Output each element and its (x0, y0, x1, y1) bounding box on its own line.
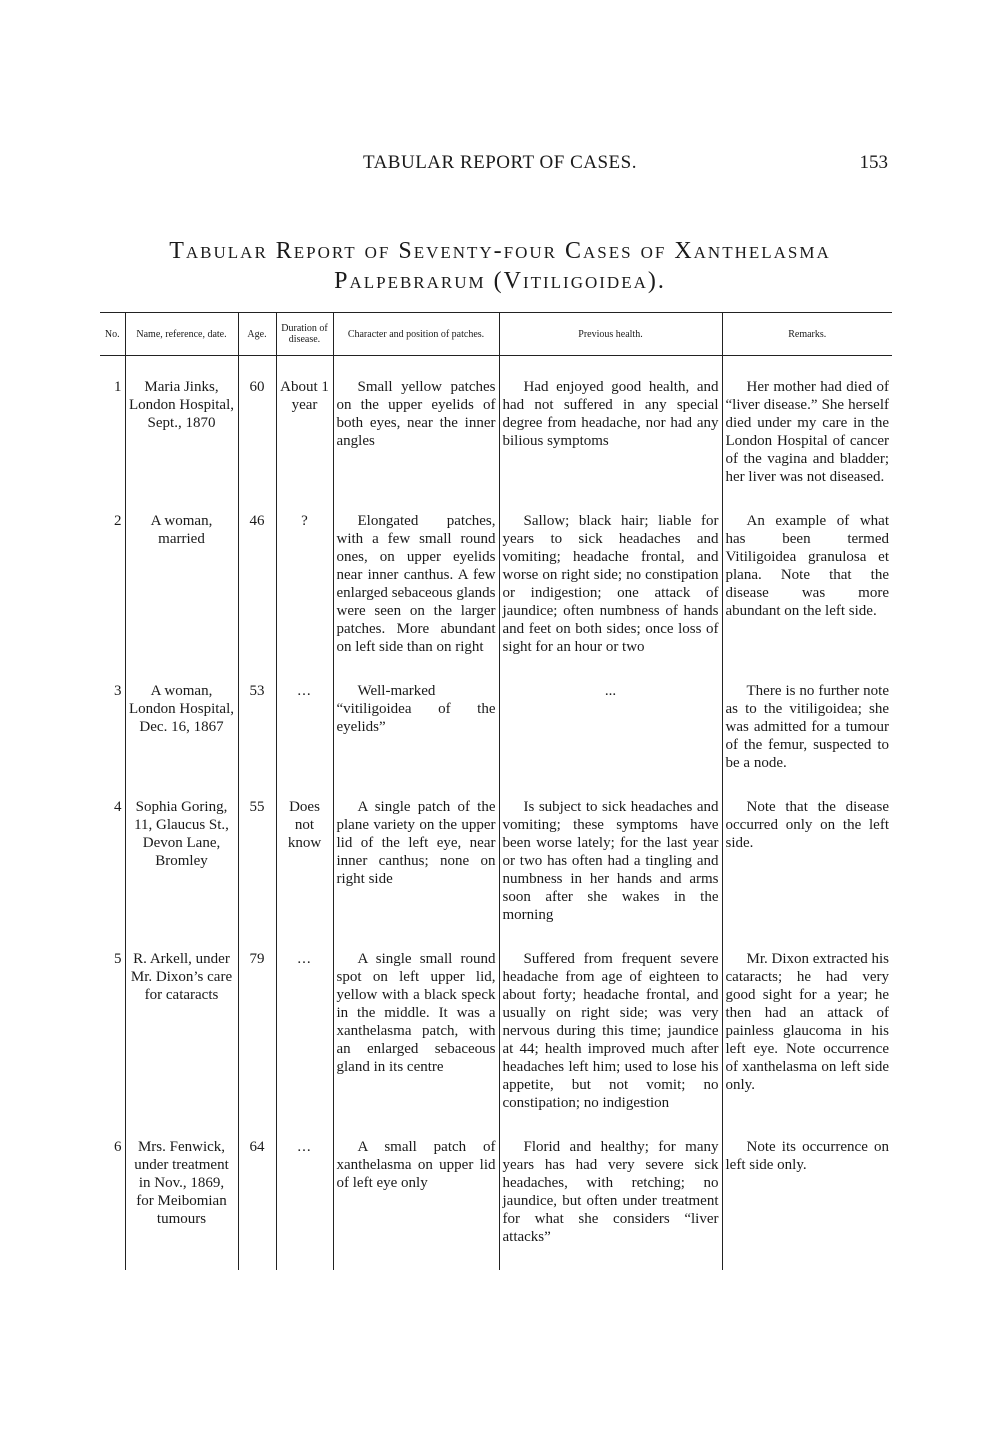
case-number: 5 (114, 951, 122, 967)
col-header-name: Name, reference, date. (125, 313, 238, 356)
table-row (100, 682, 892, 798)
case-age: 60 (238, 378, 276, 512)
case-duration: ... (276, 1138, 333, 1270)
case-character: Well-marked “vitiligoidea of the eyelids” (333, 682, 499, 798)
case-number: 4 (114, 799, 122, 815)
case-previous-health: ... (499, 682, 722, 798)
running-head (0, 152, 1000, 182)
case-duration: ? (276, 512, 333, 682)
case-previous-health: Had enjoyed good health, and had not suffered in any special degree from headache, nor had any bilious symptoms (499, 378, 722, 512)
col-header-previous: Previous health. (499, 313, 722, 356)
table-row (100, 512, 892, 682)
table-spacer-row (100, 356, 892, 379)
case-number: 2 (114, 513, 122, 529)
case-name: R. Arkell, under Mr. Dixon’s care for cataracts (125, 950, 238, 1138)
case-remarks: An example of what has been termed Vitiligoidea granulosa et plana. Note that the disease was more abundant on the left side. (722, 512, 892, 682)
case-number: 3 (114, 683, 122, 699)
document-title-line-2: Palpebrarum (Vitiligoidea). (334, 268, 666, 294)
case-remarks: Mr. Dixon extracted his cataracts; he had very good sight for a year; he then had an attack of painless glaucoma in his left eye. Note occurrence of xanthelasma on left side only. (722, 950, 892, 1138)
case-previous-health: Sallow; black hair; liable for years to sick headaches and vomiting; headache frontal, and worse on right side; no constipation or indigestion; one attack of jaundice; often numbness of hands and feet on both sides; once loss of sight for an hour or two (499, 512, 722, 682)
document-title-line-1: Tabular Report of Seventy-four Cases of Xanthelasma (169, 238, 831, 264)
case-previous-health: Is subject to sick headaches and vomiting; these symptoms have been worse lately; for the last year or two has often had a tingling and numbness in her hands and arms soon after she wakes in the morning (499, 798, 722, 950)
case-age: 79 (238, 950, 276, 1138)
page-number: 153 (859, 152, 888, 173)
case-character: A small patch of xanthelasma on upper lid of left eye only (333, 1138, 499, 1270)
case-remarks: Note its occurrence on left side only. (722, 1138, 892, 1270)
col-header-remarks: Remarks. (722, 313, 892, 356)
case-age: 46 (238, 512, 276, 682)
case-duration: About 1 year (276, 378, 333, 512)
running-title: TABULAR REPORT OF CASES. (363, 152, 637, 173)
case-remarks: Note that the disease occurred only on the left side. (722, 798, 892, 950)
case-duration: Does not know (276, 798, 333, 950)
table-row (100, 1138, 892, 1270)
col-header-age: Age. (238, 313, 276, 356)
case-name: Maria Jinks, London Hospital, Sept., 1870 (125, 378, 238, 512)
case-previous-health: Suffered from frequent severe headache from age of eighteen to about forty; headache frontal, and usually on right side; was very nervous during this time; jaundice at 44; health improved much after headaches left him; used to lose his appetite, but not vomit; no constipation; no indigestion (499, 950, 722, 1138)
case-age: 64 (238, 1138, 276, 1270)
case-name: A woman, London Hospital, Dec. 16, 1867 (125, 682, 238, 798)
case-character: A single patch of the plane variety on the upper lid of the left eye, near inner canthus; none on right side (333, 798, 499, 950)
col-header-character: Character and position of patches. (333, 313, 499, 356)
case-number: 1 (114, 379, 122, 395)
case-character: A single small round spot on left upper lid, yellow with a black speck in the middle. It was a xanthelasma patch, with an enlarged sebaceous gland in its centre (333, 950, 499, 1138)
case-previous-health: Florid and healthy; for many years has had very severe sick headaches, with retching; no jaundice, but often under treatment for what she considers “liver attacks” (499, 1138, 722, 1270)
case-remarks: There is no further note as to the vitiligoidea; she was admitted for a tumour of the femur, suspected to be a node. (722, 682, 892, 798)
case-character: Small yellow patches on the upper eyelids of both eyes, near the inner angles (333, 378, 499, 512)
case-duration: ... (276, 950, 333, 1138)
case-duration: ... (276, 682, 333, 798)
case-age: 53 (238, 682, 276, 798)
case-name: A woman, married (125, 512, 238, 682)
col-header-no: No. (104, 328, 120, 340)
case-character: Elongated patches, with a few small round ones, on upper eyelids near inner canthus. A few enlarged sebaceous glands were seen on the larger patches. More abundant on left side than on right (333, 512, 499, 682)
case-table (100, 312, 892, 1270)
case-number: 6 (114, 1139, 122, 1155)
table-row (100, 798, 892, 950)
col-header-duration: Duration of disease. (276, 313, 333, 356)
document-title (100, 236, 900, 296)
case-remarks: Her mother had died of “liver disease.” She herself died under my care in the London Hospital of cancer of the vagina and bladder; her liver was not diseased. (722, 378, 892, 512)
case-name: Sophia Goring, 11, Glaucus St., Devon Lane, Bromley (125, 798, 238, 950)
case-age: 55 (238, 798, 276, 950)
case-name: Mrs. Fenwick, under treatment in Nov., 1869, for Meibomian tumours (125, 1138, 238, 1270)
table-header-row (100, 313, 892, 356)
table-row (100, 950, 892, 1138)
table-row (100, 378, 892, 512)
